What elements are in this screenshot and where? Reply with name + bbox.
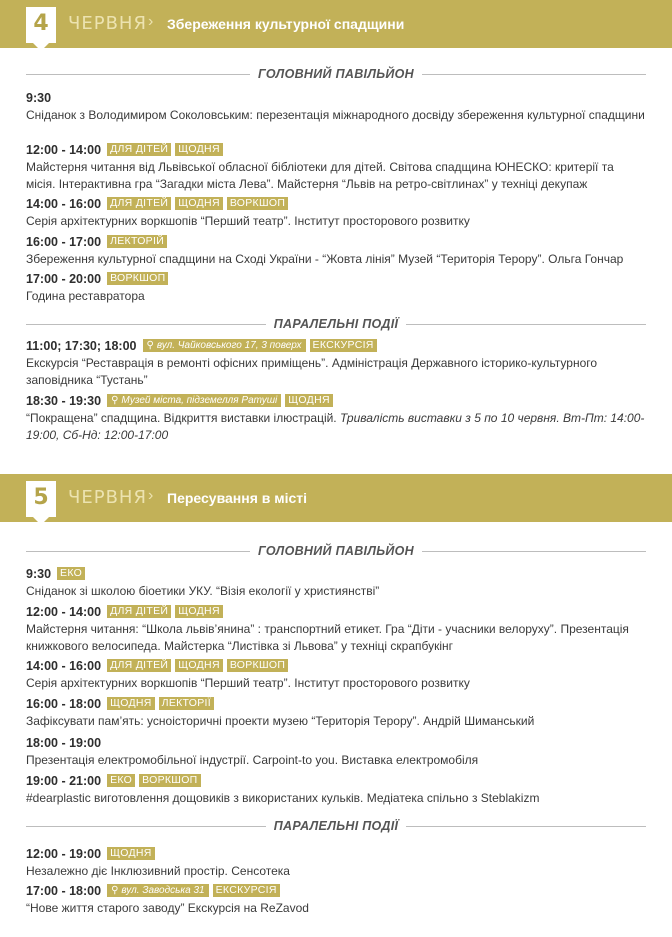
- category-tag: ЛЕКТОРІЇ: [159, 697, 214, 710]
- category-tag: ЕКСКУРСІЯ: [310, 339, 377, 352]
- event-time: 9:30: [26, 90, 52, 105]
- event-time: 18:00 - 19:00: [26, 735, 102, 750]
- category-tag: ВОРКШОП: [227, 659, 288, 672]
- day-theme: Пересування в місті: [167, 490, 308, 506]
- category-tag: ЩОДНЯ: [285, 394, 333, 407]
- event-description: Серія архітектурних воркшопів “Перший театр”. Інститут просторового розвитку: [26, 214, 470, 228]
- event-time: 14:00 - 16:00: [26, 658, 102, 673]
- event-time: 11:00; 17:30; 18:00: [26, 338, 137, 353]
- divider: [26, 551, 250, 552]
- section-title: ГОЛОВНИЙ ПАВІЛЬЙОН: [258, 67, 414, 81]
- event-description: #dearplastic виготовлення дощовиків з використаних кульків. Медіатека спільно з Steblakizm: [26, 791, 540, 805]
- location-tag: [107, 884, 209, 897]
- location-text: Музей міста, підземелля Ратуші: [121, 395, 278, 406]
- event-description: [26, 410, 646, 444]
- event-item: [26, 271, 646, 305]
- event-description: Сніданок з Володимиром Соколовським: перезентація міжнародного досвіду збереження культурної спадщини: [26, 108, 645, 122]
- category-tag: ЩОДНЯ: [175, 659, 223, 672]
- category-tag: ЕКО: [57, 567, 85, 580]
- category-tag: ЩОДНЯ: [107, 697, 155, 710]
- event-item: [26, 604, 646, 655]
- chevron-right-icon: ›: [148, 487, 154, 504]
- category-tag: ЩОДНЯ: [175, 143, 223, 156]
- category-tag: ВОРКШОП: [139, 774, 200, 787]
- section-parallel-events: [26, 316, 646, 332]
- day-number-badge: 5: [26, 481, 56, 517]
- category-tag: ДЛЯ ДІТЕЙ: [107, 659, 171, 672]
- event-description: Презентація електромобільної індустрії. Carpoint-to you. Виставка електромобіля: [26, 753, 479, 767]
- location-text: вул. Чайковського 17, 3 поверх: [156, 340, 302, 351]
- event-time: 16:00 - 17:00: [26, 234, 102, 249]
- day-theme: Збереження культурної спадщини: [167, 16, 405, 32]
- event-time: 9:30: [26, 566, 52, 581]
- event-description: Сніданок зі школою біоетики УКУ. “Візія екології у християнстві”: [26, 584, 380, 598]
- event-item: [26, 393, 646, 444]
- event-item: [26, 735, 646, 769]
- event-description: Незалежно діє Інклюзивний простір. Сенсотека: [26, 864, 290, 878]
- event-description: Майстерня читання від Львівської обласної бібліотеки для дітей. Світова спадщина ЮНЕСКО: критерії та місія. Інтерактивна гра “Загадки міста Лева”. Майстерня “Львів на ретро-світлинах” у техніці декупаж: [26, 160, 614, 191]
- category-tag: ЩОДНЯ: [107, 847, 155, 860]
- day-header-4: [0, 0, 672, 48]
- event-description-text: “Покращена” спадщина. Відкриття виставки ілюстрацій.: [26, 411, 337, 425]
- divider: [26, 324, 266, 325]
- divider: [422, 74, 646, 75]
- category-tag: ДЛЯ ДІТЕЙ: [107, 197, 171, 210]
- event-item: [26, 846, 646, 880]
- category-tag: ЕКО: [107, 774, 135, 787]
- category-tag: ЛЕКТОРІЙ: [107, 235, 167, 248]
- month-label: ЧЕРВНЯ: [68, 487, 147, 508]
- section-main-pavilion: [26, 543, 646, 559]
- section-title: ПАРАЛЕЛЬНІ ПОДІЇ: [273, 317, 399, 331]
- event-description: Екскурсія “Реставрація в ремонті офісних приміщень”. Адміністрація Державного історико-культурного заповідника “Тустань”: [26, 356, 598, 387]
- event-description: Година реставратора: [26, 289, 145, 303]
- divider: [26, 74, 250, 75]
- divider: [406, 826, 646, 827]
- event-description: Майстерня читання: “Школа львів’янина” : транспортний етикет. Гра “Діти - учасники велоруху”. Презентація книжкового велосипеда. Майстерка “Листівка зі Львова” у техніці скрапбукінг: [26, 622, 629, 653]
- event-description: “Нове життя старого заводу” Екскурсія на ReZavod: [26, 901, 309, 915]
- map-pin-icon: ⚲: [111, 395, 119, 406]
- event-description: Серія архітектурних воркшопів “Перший театр”. Інститут просторового розвитку: [26, 676, 470, 690]
- event-item: [26, 658, 646, 692]
- category-tag: ДЛЯ ДІТЕЙ: [107, 143, 171, 156]
- day-header-5: [0, 474, 672, 522]
- exhibition-schedule: Тривалість виставки з 5 по 10 червня. Вт-Пт: 14:00-19:00, Сб-Нд: 12:00-17:00: [26, 411, 645, 442]
- event-item: [26, 234, 646, 268]
- event-item: [26, 196, 646, 230]
- day-number-badge: 4: [26, 7, 56, 43]
- category-tag: ЩОДНЯ: [175, 605, 223, 618]
- divider: [26, 826, 266, 827]
- event-time: 14:00 - 16:00: [26, 196, 102, 211]
- event-item: [26, 773, 646, 807]
- map-pin-icon: ⚲: [111, 885, 119, 896]
- event-item: [26, 566, 646, 600]
- event-time: 12:00 - 14:00: [26, 604, 102, 619]
- event-item: [26, 90, 646, 124]
- event-item: [26, 142, 646, 193]
- divider: [406, 324, 646, 325]
- event-description: Збереження культурної спадщини на Сході України - “Жовта лінія” Музей “Територія Терору”. Ольга Гончар: [26, 252, 624, 266]
- event-description: Зафіксувати пам’ять: усноісторичні проекти музею “Територія Терору”. Андрій Шиманський: [26, 714, 535, 728]
- category-tag: ВОРКШОП: [107, 272, 168, 285]
- location-tag: [143, 339, 306, 352]
- event-time: 17:00 - 20:00: [26, 271, 102, 286]
- event-time: 18:30 - 19:30: [26, 393, 102, 408]
- event-time: 12:00 - 14:00: [26, 142, 102, 157]
- month-label: ЧЕРВНЯ: [68, 13, 147, 34]
- category-tag: ВОРКШОП: [227, 197, 288, 210]
- event-time: 12:00 - 19:00: [26, 846, 102, 861]
- category-tag: ЕКСКУРСІЯ: [213, 884, 280, 897]
- event-time: 19:00 - 21:00: [26, 773, 102, 788]
- section-parallel-events: [26, 818, 646, 834]
- event-item: [26, 883, 646, 917]
- divider: [422, 551, 646, 552]
- event-item: [26, 696, 646, 730]
- chevron-right-icon: ›: [148, 13, 154, 30]
- location-tag: [107, 394, 281, 407]
- map-pin-icon: ⚲: [146, 340, 154, 351]
- section-title: ГОЛОВНИЙ ПАВІЛЬЙОН: [258, 544, 414, 558]
- section-title: ПАРАЛЕЛЬНІ ПОДІЇ: [273, 819, 399, 833]
- event-item: [26, 338, 646, 389]
- event-time: 17:00 - 18:00: [26, 883, 102, 898]
- category-tag: ЩОДНЯ: [175, 197, 223, 210]
- event-time: 16:00 - 18:00: [26, 696, 102, 711]
- category-tag: ДЛЯ ДІТЕЙ: [107, 605, 171, 618]
- location-text: вул. Заводська 31: [121, 885, 205, 896]
- section-main-pavilion: [26, 66, 646, 82]
